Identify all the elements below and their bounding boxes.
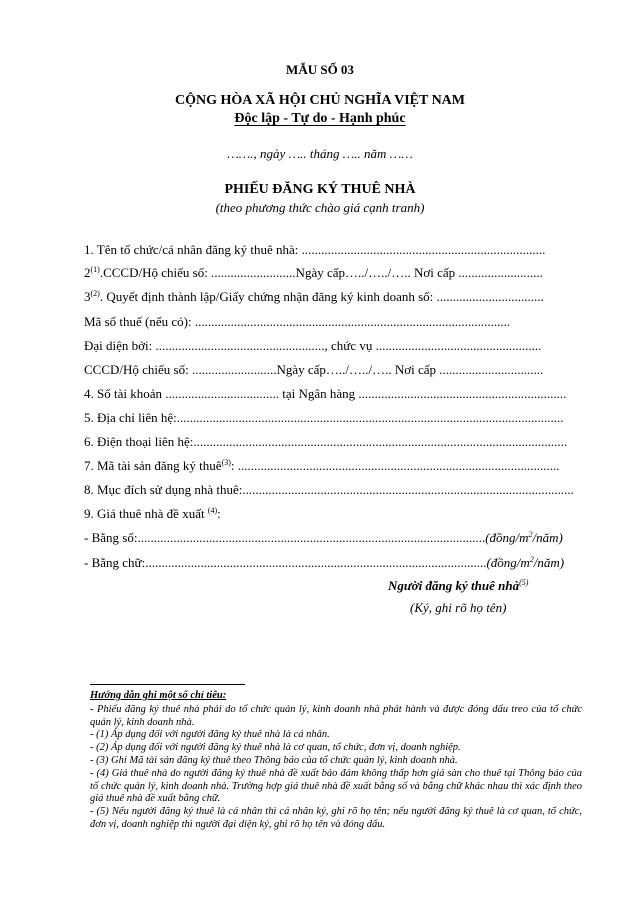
field-phone[interactable]: 6. Điện thoại liên hệ:................................................................................................................... bbox=[84, 434, 568, 449]
field-number: 2 bbox=[84, 265, 91, 280]
field-text: - Bằng chữ:......................................................................................................... bbox=[84, 555, 487, 570]
field-text: - Bằng số:........................................................................................................... bbox=[84, 530, 486, 545]
footnote-divider bbox=[90, 684, 245, 685]
note-item: - (2) Áp dụng đối với người đăng ký thuê nhà là cơ quan, tổ chức, đơn vị, doanh nghiệp. bbox=[90, 742, 461, 753]
note-item: - (5) Nếu người đăng ký thuê là cá nhân thì cá nhân ký, ghi rõ họ tên; nếu người đăng ký thuê là cơ quan, tổ chức, đơn vị, doanh nghiệp thì người đại diện ký, ghi rõ họ tên và đóng dấu. bbox=[90, 806, 582, 830]
field-price-in-words[interactable] bbox=[84, 555, 589, 571]
field-applicant-name[interactable]: 1. Tên tổ chức/cá nhân đăng ký thuê nhà: ........................................................................... bbox=[84, 242, 546, 257]
notes-title: Hướng dẫn ghi một số chỉ tiêu: bbox=[90, 690, 227, 701]
field-text: 9. Giá thuê nhà đề xuất bbox=[84, 506, 208, 521]
date-line: ……., ngày ….. tháng ….. năm …… bbox=[227, 146, 413, 161]
field-number: 3 bbox=[84, 289, 91, 304]
field-text: 7. Mã tài sản đăng ký thuê bbox=[84, 458, 222, 473]
national-motto bbox=[0, 111, 640, 127]
note-item: - (4) Giá thuê nhà do người đăng ký thuê nhà đề xuất bảo đảm không thấp hơn giá sàn cho thuê tại Thông báo của tổ chức quản lý, kinh doanh nhà. Trường hợp giá thuê nhà đề xuất bằng số và bằng chữ khác nhau thì xác định theo giá thuê nhà đề xuất bằng chữ. bbox=[90, 768, 582, 804]
field-representative-id[interactable]: CCCD/Hộ chiếu số: ..........................Ngày cấp…../…../….. Nơi cấp ................................ bbox=[84, 362, 544, 377]
footnote-ref: (2) bbox=[90, 289, 100, 298]
unit-label: $(đồng/m^2/năm)$ bbox=[485, 530, 563, 545]
motto-text: Độc lập - Tự do - Hạnh phúc bbox=[234, 111, 406, 126]
document-subtitle: (theo phương thức chào giá cạnh tranh) bbox=[215, 200, 425, 215]
field-text: .CCCD/Hộ chiếu số: ..........................Ngày cấp…../…../….. Nơi cấp .......................... bbox=[99, 265, 543, 280]
note-item: - (1) Áp dụng đối với người đăng ký thuê nhà là cá nhân. bbox=[90, 729, 330, 740]
field-representative[interactable]: Đại diện bởi: ...................................................., chức vụ ................................................... bbox=[84, 338, 542, 353]
field-business-license[interactable] bbox=[84, 289, 584, 305]
nation-title: CỘNG HÒA XÃ HỘI CHỦ NGHĨA VIỆT NAM bbox=[174, 93, 465, 108]
field-text: . Quyết định thành lập/Giấy chứng nhận đăng ký kinh doanh số: ................................. bbox=[99, 289, 544, 304]
footnote-ref: (5) bbox=[519, 578, 529, 587]
field-tax-code[interactable]: Mã số thuế (nếu có): ................................................................................................. bbox=[84, 314, 511, 329]
field-asset-code[interactable] bbox=[84, 458, 584, 474]
footnote-ref: (3) bbox=[221, 458, 231, 467]
document-title: PHIẾU ĐĂNG KÝ THUÊ NHÀ bbox=[224, 182, 416, 197]
field-id-card[interactable] bbox=[84, 265, 584, 281]
field-colon: : bbox=[217, 506, 221, 521]
field-purpose[interactable]: 8. Mục đích sử dụng nhà thuê:...................................................................................................... bbox=[84, 482, 574, 497]
footnote-ref: (4) bbox=[207, 506, 218, 515]
note-item: - Phiếu đăng ký thuê nhà phải do tổ chức quản lý, kinh doanh nhà phát hành và được đóng dấu treo của tổ chức quản lý, kinh doanh nhà. bbox=[90, 704, 582, 728]
signature-note: (Ký, ghi rõ họ tên) bbox=[410, 600, 507, 615]
field-proposed-price bbox=[84, 506, 584, 522]
unit-label: $(đồng/m^2/năm)$ bbox=[486, 555, 565, 570]
note-item: - (3) Ghi Mã tài sản đăng ký thuê theo Thông báo của tổ chức quản lý, kinh doanh nhà. bbox=[90, 755, 458, 766]
field-price-in-numbers[interactable] bbox=[84, 530, 589, 546]
footnote-ref: (1) bbox=[90, 265, 100, 274]
signer-title: Người đăng ký thuê nhà$^{(5)}$ bbox=[388, 578, 529, 593]
field-dots: : ................................................................................................... bbox=[230, 458, 560, 473]
field-bank-account[interactable]: 4. Số tài khoản ................................... tại Ngân hàng ................................................................ bbox=[84, 386, 567, 401]
form-number: MẪU SỐ 03 bbox=[286, 62, 354, 77]
field-address[interactable]: 5. Địa chỉ liên hệ:....................................................................................................................... bbox=[84, 410, 564, 425]
